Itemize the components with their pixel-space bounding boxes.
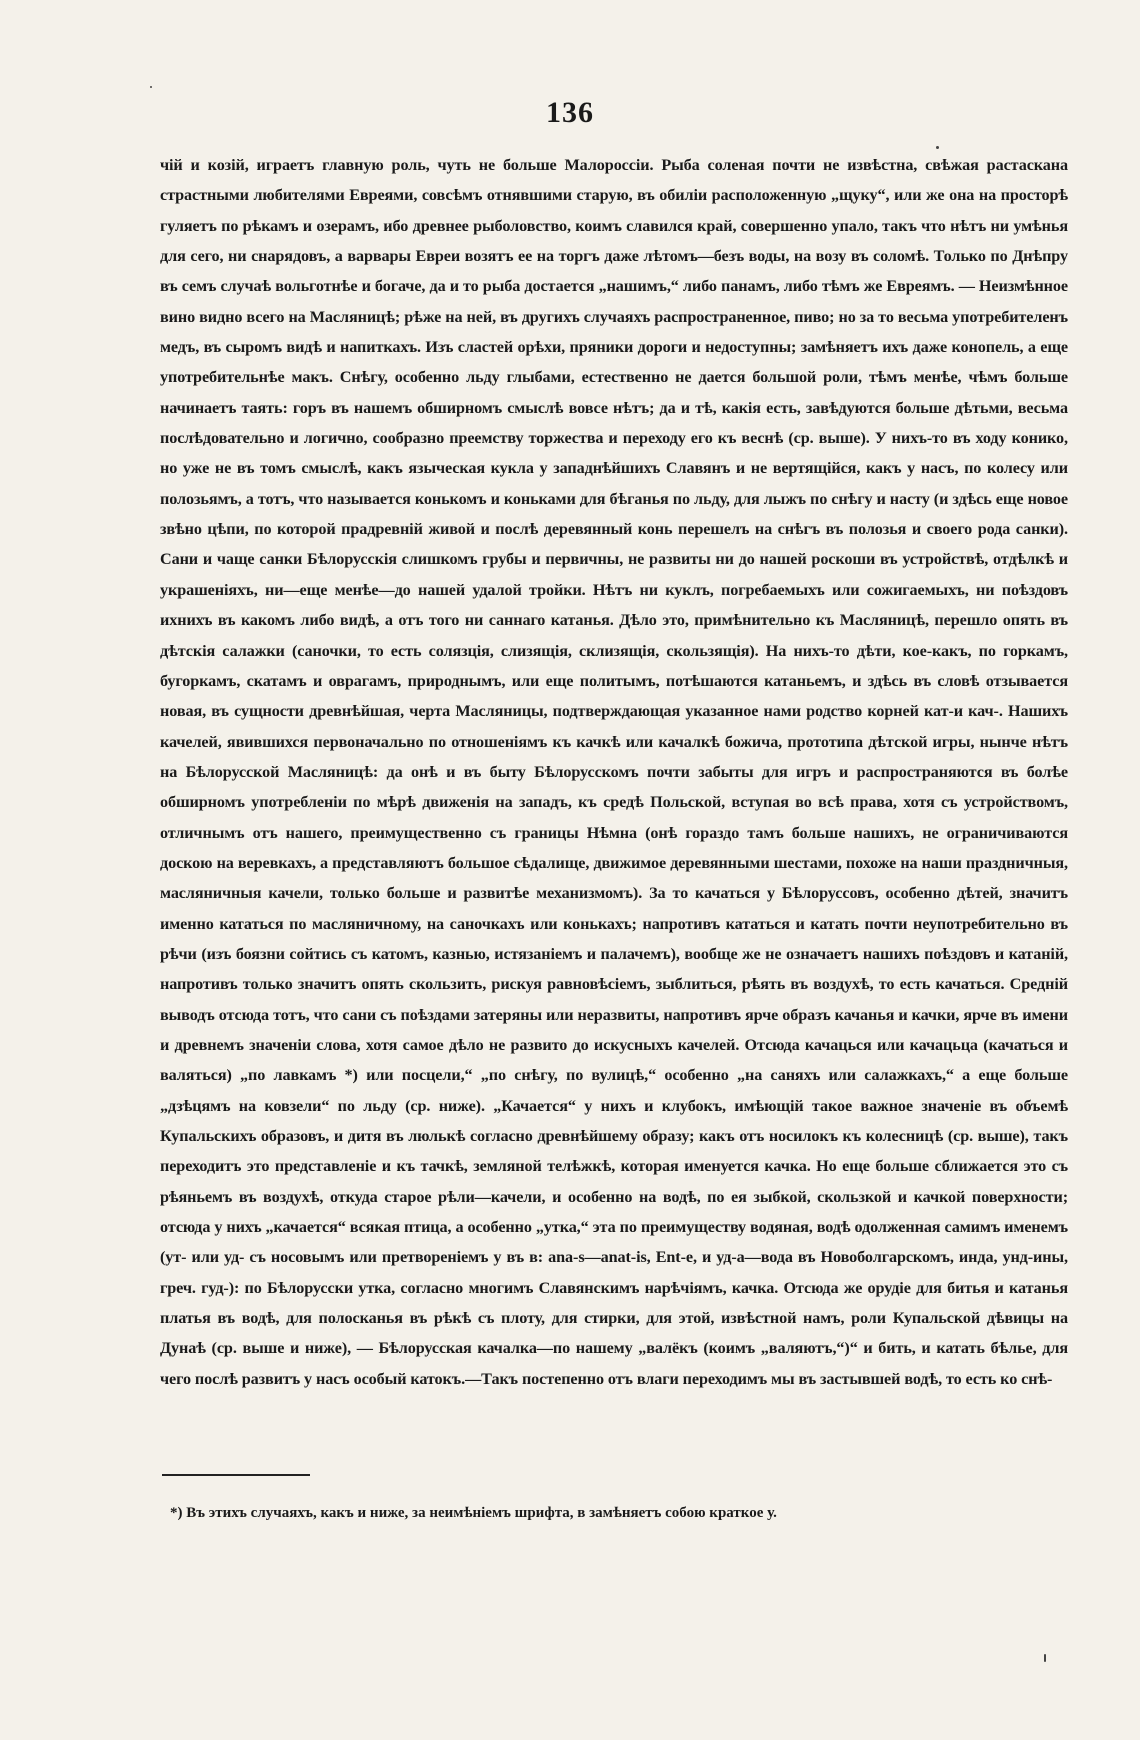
scan-speck xyxy=(936,146,939,149)
footnote-divider xyxy=(162,1474,310,1476)
scan-speck xyxy=(1044,1654,1046,1662)
footnote: *) Въ этихъ случаяхъ, какъ и ниже, за неимѣніемъ шрифта, в замѣняетъ собою краткое у. xyxy=(170,1505,777,1521)
page-number: 136 xyxy=(546,96,594,129)
main-text: чій и козій, играетъ главную роль, чуть не больше Малороссіи. Рыба соленая почти не извѣстна, свѣжая растаскана страстными любителями Евреями, совсѣмъ отнявшими старую, въ обиліи расположенную „щуку“, или же она на просторѣ гуляетъ по рѣкамъ и озерамъ, ибо древнее рыболовство, коимъ славился край, совершенно упало, такъ что нѣтъ ни умѣнья для сего, ни снарядовъ, а варвары Евреи возятъ ее на торгъ даже лѣтомъ—безъ воды, на возу въ соломѣ. Только по Днѣпру въ семъ случаѣ вольготнѣе и богаче, да и то рыба достается „нашимъ,“ либо панамъ, либо тѣмъ же Евреямъ. — Неизмѣнное вино видно всего на Масляницѣ; рѣже на ней, въ другихъ случаяхъ распространенное, пиво; но за то весьма употребителенъ медъ, въ сыромъ видѣ и напиткахъ. Изъ сластей орѣхи, пряники дороги и недоступны; замѣняетъ ихъ даже конопель, а еще употребительнѣе макъ. Снѣгу, особенно льду глыбами, естественно не дается большой роли, тѣмъ менѣе, чѣмъ больше начинаетъ таять: горъ въ нашемъ обширномъ смыслѣ вовсе нѣтъ; да и тѣ, какія есть, завѣдуются больше дѣтьми, весьма послѣдовательно и логично, сообразно преемству торжества и переходу его къ веснѣ (ср. выше). У нихъ-то въ ходу конико, но уже не въ томъ смыслѣ, какъ языческая кукла у западнѣйшихъ Славянъ и не вертящійся, какъ у насъ, по колесу или полозьямъ, а тотъ, что называется конькомъ и коньками для бѣганья по льду, для лыжъ по снѣгу и насту (и здѣсь еще новое звѣно цѣпи, по которой прадревній живой и послѣ деревянный конь перешелъ на снѣгъ въ полозья и своего рода санки). Сани и чаще санки Бѣлорусскія слишкомъ грубы и первичны, не развиты ни до нашей роскоши въ устройствѣ, отдѣлкѣ и украшеніяхъ, ни—еще менѣе—до нашей удалой тройки. Нѣтъ ни куклъ, погребаемыхъ или сожигаемыхъ, ни поѣздовъ ихнихъ въ какомъ либо видѣ, а отъ того ни саннаго катанья. Дѣло это, примѣнительно къ Масляницѣ, перешло опять въ дѣтскія салажки (саночки, то есть солязція, слизящія, склизящія, скользящія). На нихъ-то дѣти, кое-какъ, по горкамъ, бугоркамъ, скатамъ и оврагамъ, природнымъ, или еще политымъ, потѣшаются катаньемъ, и здѣсь въ словѣ отзывается новая, въ сущности древнѣйшая, черта Масляницы, подтверждающая указанное нами родство корней кат-и кач-. Нашихъ качелей, явившихся первоначально по отношеніямъ къ качкѣ или качалкѣ божича, прототипа дѣтской игры, нынче нѣтъ на Бѣлорусской Масляницѣ: да онѣ и въ быту Бѣлорусскомъ почти забыты для игръ и распространяются въ болѣе обширномъ употребленіи по мѣрѣ движенія на западъ, къ средѣ Польской, вступая во всѣ права, хотя съ устройствомъ, отличнымъ отъ нашего, преимущественно съ границы Нѣмна (онѣ гораздо тамъ больше нашихъ, не ограничиваются доскою на веревкахъ, а представляютъ большое сѣдалище, движимое деревянными шестами, похоже на наши праздничныя, масляничныя качели, только больше и развитѣе механизмомъ). За то качаться у Бѣлоруссовъ, особенно дѣтей, значитъ именно кататься по масляничному, на саночкахъ или конькахъ; напротивъ кататься и катать почти неупотребительно въ рѣчи (изъ боязни сойтись съ катомъ, казнью, истязаніемъ и палачемъ), вообще же не означаетъ нашихъ поѣздовъ и катаній, напротивъ только значитъ опять скользить, рискуя равновѣсіемъ, зыблиться, рѣять въ воздухѣ, то есть качаться. Средній выводъ отсюда тотъ, что сани съ поѣздами затеряны или неразвиты, напротивъ ярче образъ качанья и качки, ярче въ имени и древнемъ значеніи слова, хотя самое дѣло не развито до искусныхъ качелей. Отсюда качацься или качацьца (качаться и валяться) „по лавкамъ *) или посцели,“ „по снѣгу, по вулицѣ,“ особенно „на саняхъ или салажкахъ,“ а еще больше „дзѣцямъ на ковзели“ по льду (ср. ниже). „Качается“ у нихъ и клубокъ, имѣющій такое важное значеніе въ объемѣ Купальскихъ образовъ, и дитя въ люлькѣ согласно древнѣйшему образу; какъ отъ носилокъ къ колесницѣ (ср. выше), такъ переходитъ это представленіе и къ тачкѣ, земляной телѣжкѣ, которая именуется качка. Но еще больше сближается это съ рѣяньемъ въ воздухѣ, откуда старое рѣли—качели, и особенно на водѣ, по ея зыбкой, скользкой и качкой поверхности; отсюда у нихъ „качается“ всякая птица, а особенно „утка,“ эта по преимуществу водяная, водѣ одолженная самимъ именемъ (ут- или уд- съ носовымъ или претвореніемъ у въ в: ana-s—anat-is, Ent-e, и уд-а—вода въ Новоболгарскомъ, инда, унд-ины, греч. гуд-): по Бѣлорусски утка, согласно многимъ Славянскимъ нарѣчіямъ, качка. Отсюда же орудіе для битья и катанья платья въ водѣ, для полосканья въ рѣкѣ съ плоту, для стирки, для этой, извѣстной намъ, роли Купальской дѣвицы на Дунаѣ (ср. выше и ниже), — Бѣлорусская качалка—по нашему „валёкъ (коимъ „валяютъ,“)“ и бить, и катать бѣлье, для чего послѣ развитъ у насъ особый катокъ.—Такъ постепенно отъ влаги переходимъ мы въ застывшей водѣ, то есть ко снѣ- xyxy=(160,156,1068,1388)
scan-speck xyxy=(150,86,152,88)
